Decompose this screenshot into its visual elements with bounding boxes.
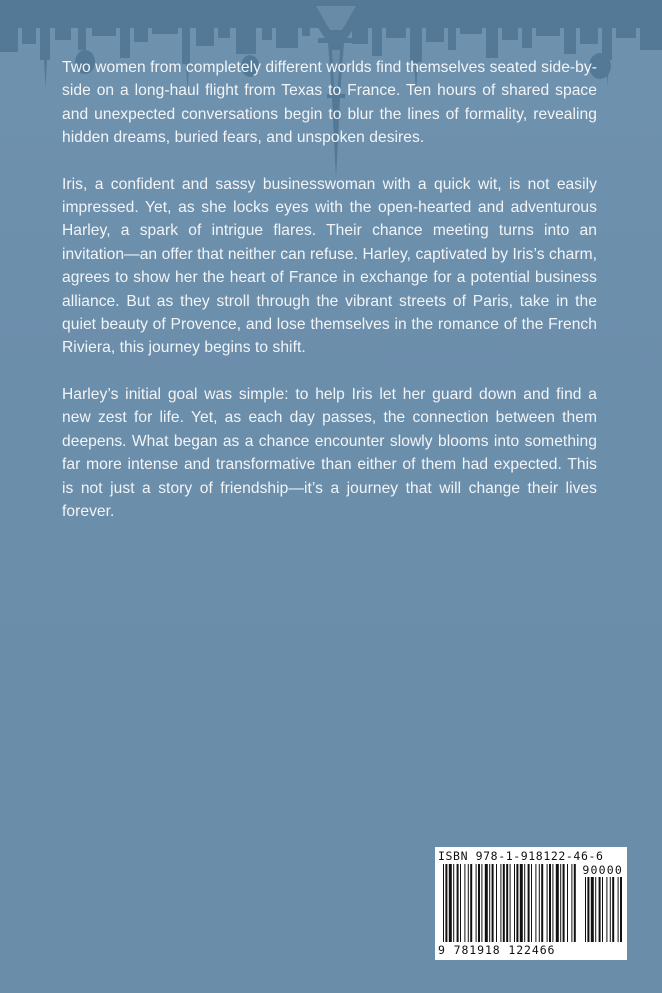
- isbn-text: ISBN 978-1-918122-46-6: [438, 849, 604, 863]
- blurb-paragraph-3: Harley’s initial goal was simple: to help Iris let her guard down and find a new zest for life. Yet, as each day passes, the connection between them deepens. What began as a chance encounter slowly blooms into something far more intense and transformative than either of them had expected. This is not just a story of friendship—it’s a journey that will change their lives forever.: [62, 385, 597, 520]
- blurb-paragraph-2: Iris, a confident and sassy businesswoman with a quick wit, is not easily impressed. Yet, as she locks eyes with the open-hearted and adventurous Harley, a spark of intrigue flares. Their chance meeting turns into an invitation—an offer that neither can refuse. Harley, captivated by Iris’s charm, agrees to show her the heart of France in exchange for a potential business alliance. But as they stroll through the vibrant streets of Paris, take in the quiet beauty of Provence, and lose themselves in the romance of the French Riviera, this journey begins to shift.: [62, 175, 597, 357]
- price-addon-digits: 90000: [582, 863, 623, 877]
- isbn-barcode: [435, 847, 627, 960]
- book-blurb: [62, 56, 597, 546]
- ean-digits: 9 781918 122466: [438, 943, 556, 957]
- blurb-paragraph-1: Two women from completely different worlds find themselves seated side-by-side on a long-haul flight from Texas to France. Ten hours of shared space and unexpected conversations begin to blur the lines of formality, revealing hidden dreams, buried fears, and unspoken desires.: [62, 59, 597, 147]
